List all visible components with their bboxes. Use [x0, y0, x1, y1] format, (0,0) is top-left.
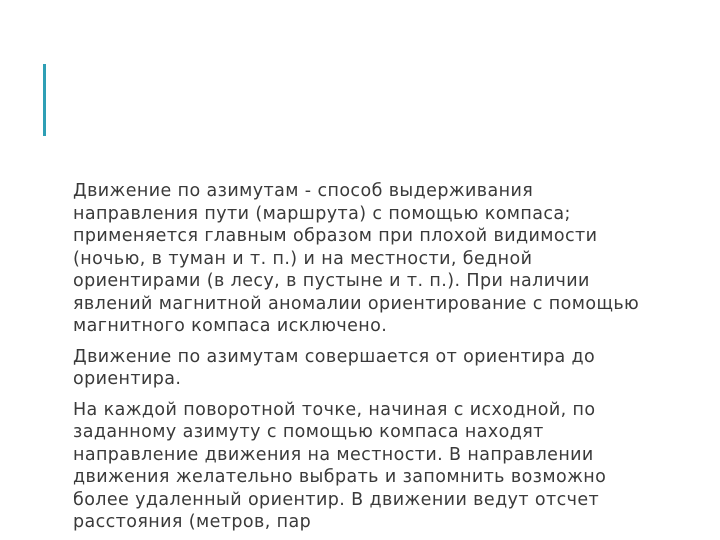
- paragraph-turning-points: На каждой поворотной точке, начиная с исходной, по заданному азимуту с помощью компаса находят направление движения на местности. В направлении движения желательно выбрать и запомнить возможно более удаленный ориентир. В движении ведут отсчет расстояния (метров, пар: [73, 399, 607, 532]
- accent-bar: [43, 64, 46, 136]
- slide-body-text: [73, 180, 653, 540]
- paragraph-azimuth-definition: Движение по азимутам - способ выдерживания направления пути (маршрута) с помощью компаса; применяется главным образом при плохой видимости (ночью, в туман и т. п.) и на местности, бедной ориентирами (в лесу, в пустыне и т. п.). При наличии явлений магнитной аномалии ориентирование с помощью магнитного компаса исключено.: [73, 181, 640, 336]
- paragraph-landmark-to-landmark: Движение по азимутам совершается от ориентира до ориентира.: [73, 346, 596, 389]
